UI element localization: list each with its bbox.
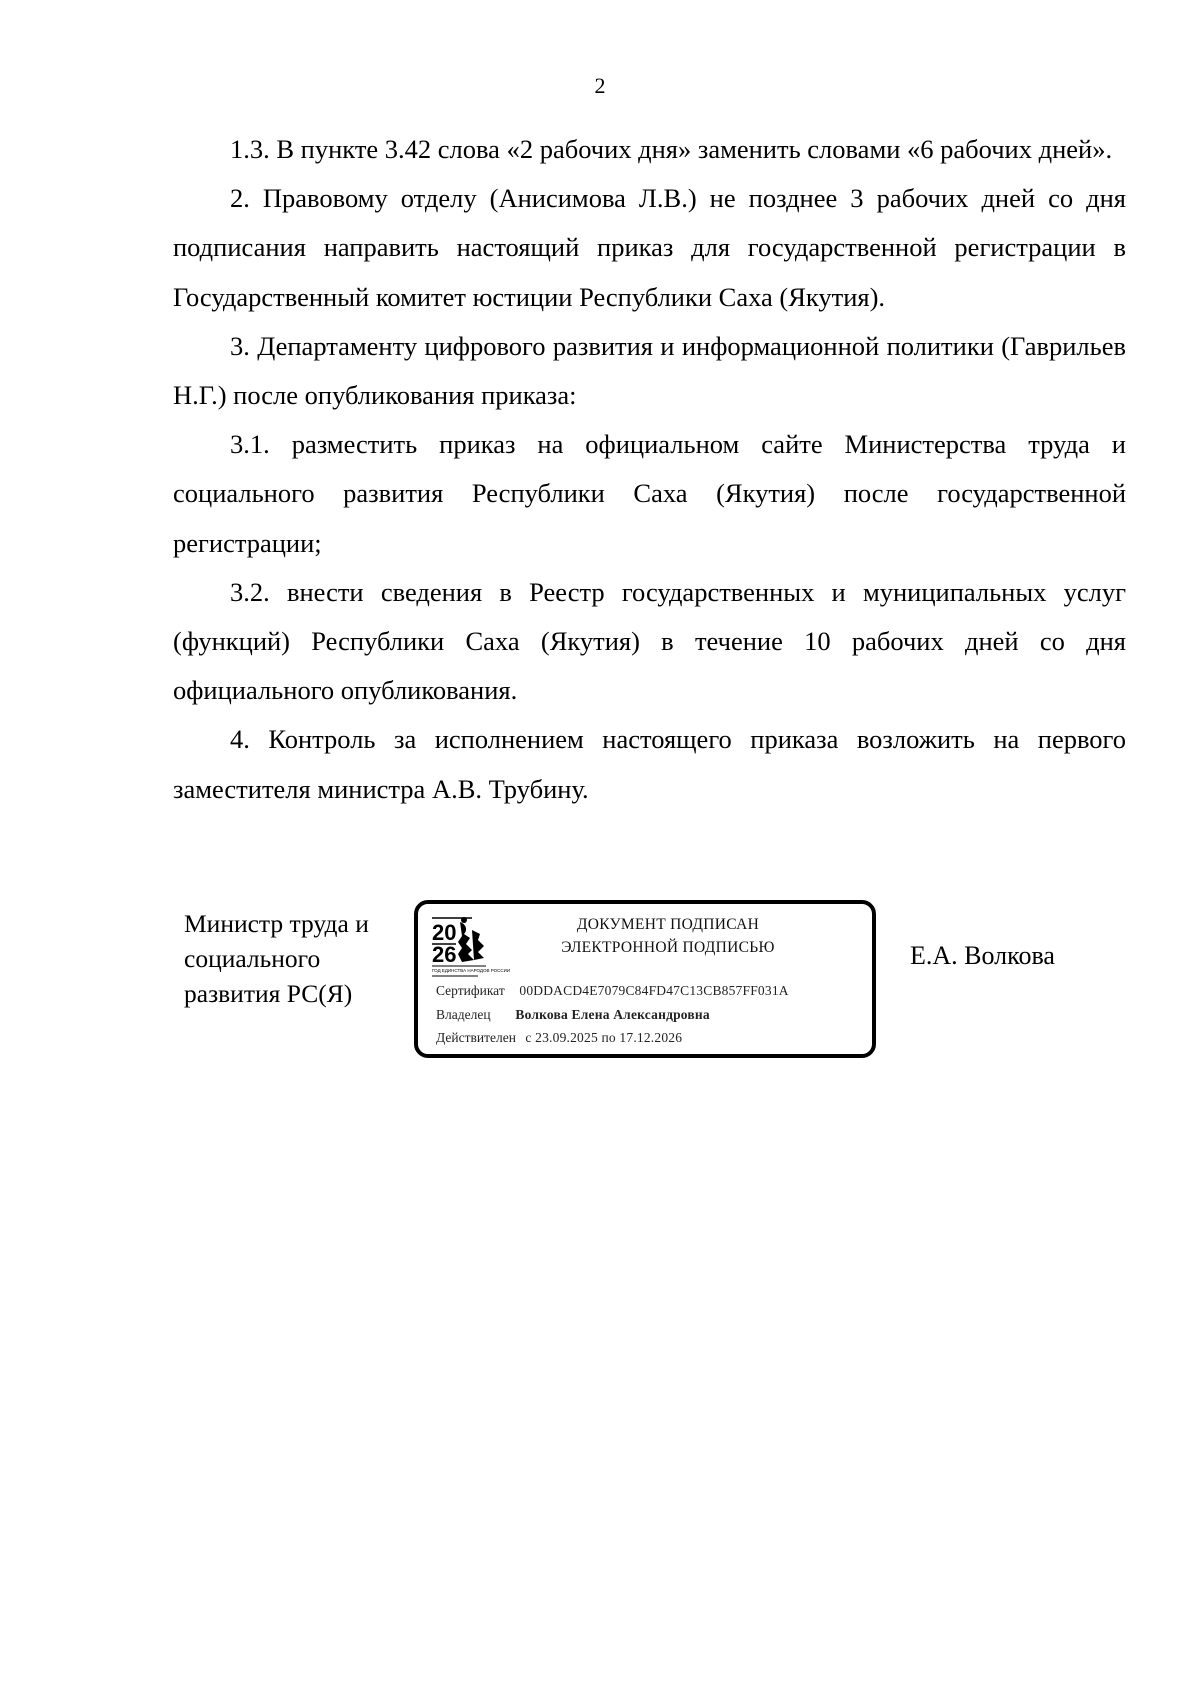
stamp-title-line-2: ЭЛЕКТРОННОЙ ПОДПИСЬЮ [561, 939, 775, 956]
certificate-value: 00DDACD4E7079C84FD47C13CB857FF031A [519, 983, 789, 998]
page-number: 2 [594, 73, 606, 98]
paragraph-3-2: 3.2. внести сведения в Реестр государственных и муниципальных услуг (функций) Республики Саха (Якутия) в течение 10 рабочих дней со дня официального опубликования. [173, 576, 1126, 706]
year-of-unity-logo-icon [428, 910, 511, 980]
logo-caption: ГОД ЕДИНСТВА НАРОДОВ РОССИИ [432, 968, 511, 973]
stamp-certificate-row [436, 982, 789, 1000]
stamp-validity-row [436, 1029, 682, 1047]
validity-value: с 23.09.2025 по 17.12.2026 [525, 1030, 683, 1045]
paragraph-3-1: 3.1. разместить приказ на официальном сайте Министерства труда и социального развития Республики Саха (Якутия) после государственной регистрации; [173, 429, 1126, 558]
signatory-position-line: Министр труда и [184, 909, 369, 938]
paragraph-3: 3. Департаменту цифрового развития и информационной политики (Гаврильев Н.Г.) после опубликования приказа: [173, 330, 1126, 411]
paragraph-1-3: 1.3. В пункте 3.42 слова «2 рабочих дня» заменить словами «6 рабочих дней». [230, 134, 1113, 164]
signatory-position [184, 906, 409, 1011]
electronic-signature-stamp [414, 900, 876, 1058]
stamp-title-line-1: ДОКУМЕНТ ПОДПИСАН [576, 916, 760, 933]
signatory-position-line: развития РС(Я) [184, 979, 353, 1008]
signatory-position-line: социального [184, 944, 321, 973]
logo-year-top: 20 [432, 920, 457, 945]
owner-label: Владелец [436, 1007, 491, 1022]
paragraph-4: 4. Контроль за исполнением настоящего приказа возложить на первого заместителя министра А.В. Трубину. [173, 724, 1126, 804]
signatory-name: Е.А. Волкова [910, 941, 1055, 970]
owner-value: Волкова Елена Александровна [515, 1007, 710, 1022]
stamp-owner-row [436, 1006, 710, 1024]
logo-year-bottom: 26 [432, 942, 457, 967]
certificate-label: Сертификат [436, 983, 505, 998]
validity-label: Действителен [436, 1030, 516, 1045]
paragraph-2: 2. Правовому отделу (Анисимова Л.В.) не позднее 3 рабочих дней со дня подписания направить настоящий приказ для государственной регистрации в Государственный комитет юстиции Республики Саха (Якутия). [173, 183, 1126, 312]
